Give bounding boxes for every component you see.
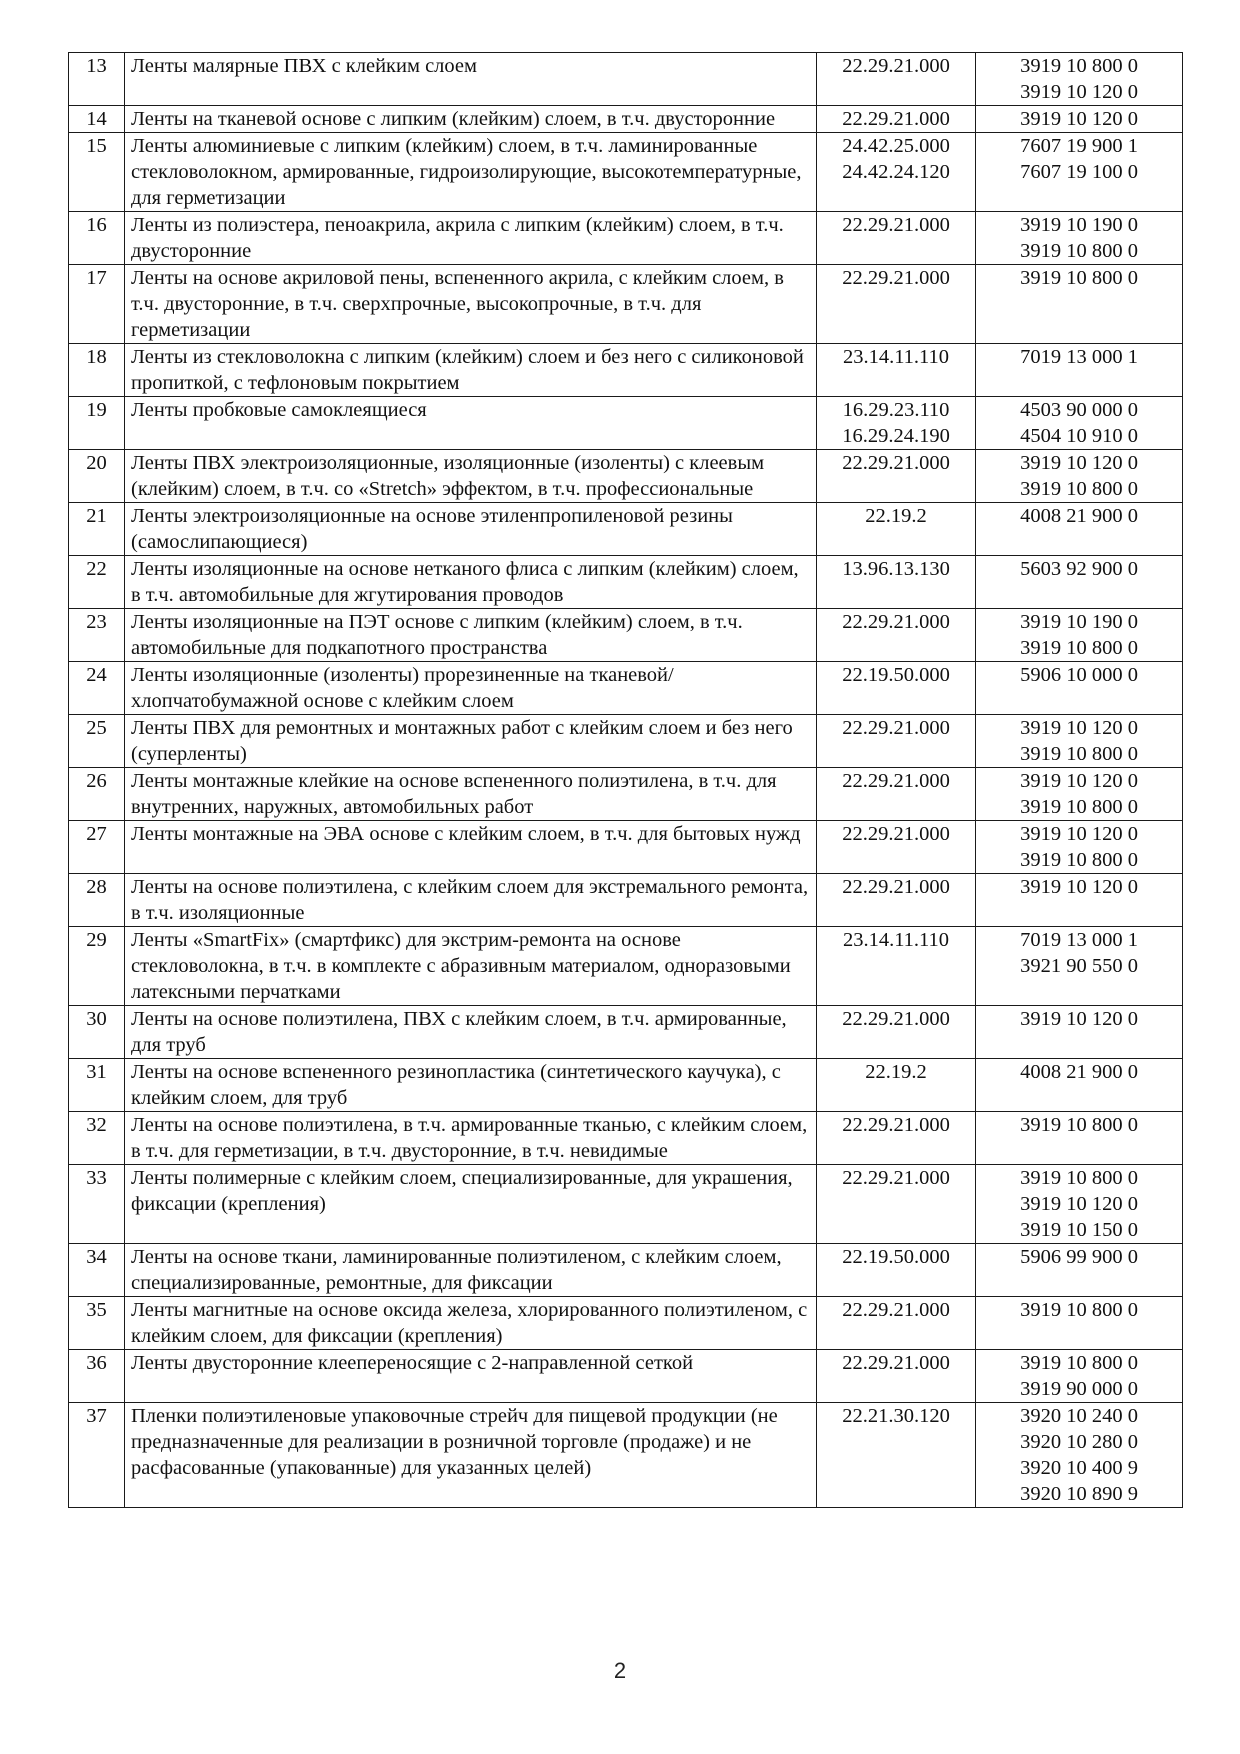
tnved-code: 3920 10 400 9: [1020, 1457, 1138, 1479]
okpd-code-cell: [817, 1006, 976, 1059]
product-name: Ленты ПВХ электроизоляционные, изоляционные (изоленты) с клеевым (клейким) слоем, в т.ч. со «Stretch» эффектом, в т.ч. профессиональные: [131, 452, 765, 500]
product-name-cell: [125, 715, 817, 768]
tnved-code-cell: [976, 1165, 1183, 1244]
product-name-cell: [125, 133, 817, 212]
product-name-cell: [125, 1165, 817, 1244]
tnved-code: 3919 10 120 0: [1020, 770, 1138, 792]
okpd-code-cell: [817, 609, 976, 662]
row-number: 22: [69, 556, 125, 609]
product-name: Пленки полиэтиленовые упаковочные стрейч для пищевой продукции (не предназначенные для реализации в розничной торговле (продаже) и не расфасованные (упакованные) для указанных целей): [131, 1405, 778, 1479]
table-row: [69, 1244, 1183, 1297]
tnved-code-cell: [976, 503, 1183, 556]
product-name: Ленты двусторонние клеепереносящие с 2-направленной сеткой: [131, 1352, 694, 1374]
tnved-code: 3919 10 120 0: [1020, 81, 1138, 103]
okpd-code-cell: [817, 662, 976, 715]
tnved-code: 3920 10 280 0: [1020, 1431, 1138, 1453]
okpd-code-cell: [817, 927, 976, 1006]
product-name: Ленты магнитные на основе оксида железа, хлорированного полиэтиленом, с клейким слоем, для фиксации (крепления): [131, 1299, 808, 1347]
table-row: [69, 397, 1183, 450]
tnved-code: 3920 10 890 9: [1020, 1483, 1138, 1505]
product-name: Ленты на основе полиэтилена, ПВХ с клейким слоем, в т.ч. армированные, для труб: [131, 1008, 787, 1056]
tnved-code-cell: [976, 1297, 1183, 1350]
tnved-code: 3919 10 120 0: [1020, 823, 1138, 845]
product-name-cell: [125, 1059, 817, 1112]
tnved-code-cell: [976, 1112, 1183, 1165]
okpd-code: 22.29.21.000: [842, 611, 950, 633]
okpd-code: 22.29.21.000: [842, 1167, 950, 1189]
product-name-cell: [125, 450, 817, 503]
table-row: [69, 927, 1183, 1006]
row-number: 24: [69, 662, 125, 715]
tnved-code: 3919 10 800 0: [1020, 1167, 1138, 1189]
tnved-code: 3919 10 800 0: [1020, 55, 1138, 77]
product-name: Ленты на тканевой основе с липким (клейким) слоем, в т.ч. двусторонние: [131, 108, 776, 130]
tnved-code-cell: [976, 1059, 1183, 1112]
okpd-code-cell: [817, 344, 976, 397]
tnved-code-cell: [976, 106, 1183, 133]
tnved-code: 5906 99 900 0: [1020, 1246, 1138, 1268]
product-name-cell: [125, 503, 817, 556]
tnved-code: 3919 10 190 0: [1020, 611, 1138, 633]
table-row: [69, 715, 1183, 768]
okpd-code-cell: [817, 53, 976, 106]
okpd-code-cell: [817, 397, 976, 450]
table-row: [69, 662, 1183, 715]
okpd-code-cell: [817, 1403, 976, 1508]
tnved-code: 3919 10 800 0: [1020, 240, 1138, 262]
row-number: 25: [69, 715, 125, 768]
tnved-code: 3919 10 800 0: [1020, 849, 1138, 871]
product-name: Ленты из полиэстера, пеноакрила, акрила с липким (клейким) слоем, в т.ч. двусторонние: [131, 214, 784, 262]
okpd-code: 22.29.21.000: [842, 770, 950, 792]
okpd-code-cell: [817, 1112, 976, 1165]
product-name: Ленты на основе полиэтилена, с клейким слоем для экстремального ремонта, в т.ч. изоляционные: [131, 876, 809, 924]
table-row: [69, 1350, 1183, 1403]
row-number: 34: [69, 1244, 125, 1297]
okpd-code: 13.96.13.130: [842, 558, 950, 580]
row-number: 18: [69, 344, 125, 397]
okpd-code: 22.29.21.000: [842, 876, 950, 898]
tnved-code: 7607 19 100 0: [1020, 161, 1138, 183]
okpd-code-cell: [817, 768, 976, 821]
okpd-code-cell: [817, 1244, 976, 1297]
product-name: Ленты монтажные клейкие на основе вспененного полиэтилена, в т.ч. для внутренних, наружных, автомобильных работ: [131, 770, 777, 818]
tnved-code: 3919 10 800 0: [1020, 478, 1138, 500]
product-name-cell: [125, 106, 817, 133]
okpd-code: 22.29.21.000: [842, 108, 950, 130]
tnved-code-cell: [976, 1244, 1183, 1297]
product-name: Ленты изоляционные на ПЭТ основе с липким (клейким) слоем, в т.ч. автомобильные для подкапотного пространства: [131, 611, 743, 659]
table-row: [69, 106, 1183, 133]
row-number: 27: [69, 821, 125, 874]
table-row: [69, 874, 1183, 927]
tnved-code: 4008 21 900 0: [1020, 1061, 1138, 1083]
row-number: 32: [69, 1112, 125, 1165]
okpd-code: 22.29.21.000: [842, 55, 950, 77]
tnved-code: 3919 10 800 0: [1020, 267, 1138, 289]
product-name: Ленты на основе ткани, ламинированные полиэтиленом, с клейким слоем, специализированные, ремонтные, для фиксации: [131, 1246, 782, 1294]
tnved-code: 3920 10 240 0: [1020, 1405, 1138, 1427]
tnved-code: 5603 92 900 0: [1020, 558, 1138, 580]
product-name: Ленты на основе полиэтилена, в т.ч. армированные тканью, с клейким слоем, в т.ч. для герметизации, в т.ч. двусторонние, в т.ч. невидимые: [131, 1114, 808, 1162]
tnved-code: 4503 90 000 0: [1020, 399, 1138, 421]
tnved-code: 3919 10 190 0: [1020, 214, 1138, 236]
product-name: Ленты из стекловолокна с липким (клейким) слоем и без него с силиконовой пропиткой, с тефлоновым покрытием: [131, 346, 804, 394]
product-name-cell: [125, 1112, 817, 1165]
table-row: [69, 265, 1183, 344]
product-name: Ленты полимерные с клейким слоем, специализированные, для украшения, фиксации (крепления): [131, 1167, 793, 1215]
row-number: 37: [69, 1403, 125, 1508]
tnved-code-cell: [976, 874, 1183, 927]
product-name: Ленты ПВХ для ремонтных и монтажных работ с клейким слоем и без него (суперленты): [131, 717, 793, 765]
tnved-code: 3921 90 550 0: [1020, 955, 1138, 977]
row-number: 30: [69, 1006, 125, 1059]
table-row: [69, 1006, 1183, 1059]
tnved-code-cell: [976, 133, 1183, 212]
tnved-code-cell: [976, 344, 1183, 397]
table-row: [69, 821, 1183, 874]
product-name-cell: [125, 265, 817, 344]
okpd-code-cell: [817, 1350, 976, 1403]
product-name: Ленты изоляционные на основе нетканого флиса с липким (клейким) слоем, в т.ч. автомобильные для жгутирования проводов: [131, 558, 799, 606]
okpd-code: 22.19.50.000: [842, 1246, 950, 1268]
product-name-cell: [125, 53, 817, 106]
product-name-cell: [125, 768, 817, 821]
table-row: [69, 450, 1183, 503]
row-number: 23: [69, 609, 125, 662]
product-name: Ленты алюминиевые с липким (клейким) слоем, в т.ч. ламинированные стекловолокном, армированные, гидроизолирующие, высокотемпературные, для герметизации: [131, 135, 802, 209]
table-row: [69, 556, 1183, 609]
tnved-code-cell: [976, 53, 1183, 106]
okpd-code: 16.29.23.110: [842, 399, 950, 421]
product-name: Ленты пробковые самоклеящиеся: [131, 399, 427, 421]
product-name-cell: [125, 1350, 817, 1403]
tnved-code: 7019 13 000 1: [1020, 929, 1138, 951]
okpd-code: 22.29.21.000: [842, 717, 950, 739]
table-body: [69, 53, 1183, 1508]
okpd-code-cell: [817, 265, 976, 344]
tnved-code: 4504 10 910 0: [1020, 425, 1138, 447]
table-row: [69, 1112, 1183, 1165]
product-name-cell: [125, 1006, 817, 1059]
okpd-code: 22.29.21.000: [842, 1008, 950, 1030]
okpd-code-cell: [817, 821, 976, 874]
table-row: [69, 1059, 1183, 1112]
okpd-code-cell: [817, 874, 976, 927]
okpd-code: 22.29.21.000: [842, 1352, 950, 1374]
okpd-code: 23.14.11.110: [842, 929, 950, 951]
okpd-code: 22.19.2: [865, 1061, 927, 1083]
tnved-code: 3919 10 150 0: [1020, 1219, 1138, 1241]
product-name-cell: [125, 344, 817, 397]
tnved-code: 3919 10 120 0: [1020, 1193, 1138, 1215]
tnved-code: 7607 19 900 1: [1020, 135, 1138, 157]
tnved-code: 3919 10 120 0: [1020, 876, 1138, 898]
okpd-code-cell: [817, 133, 976, 212]
tnved-code: 3919 10 120 0: [1020, 1008, 1138, 1030]
tnved-code: 3919 10 800 0: [1020, 743, 1138, 765]
tnved-code: 3919 10 800 0: [1020, 1114, 1138, 1136]
row-number: 35: [69, 1297, 125, 1350]
row-number: 15: [69, 133, 125, 212]
table-row: [69, 768, 1183, 821]
product-name-cell: [125, 609, 817, 662]
okpd-code: 16.29.24.190: [842, 425, 950, 447]
okpd-code-cell: [817, 212, 976, 265]
tnved-code: 5906 10 000 0: [1020, 664, 1138, 686]
okpd-code: 22.29.21.000: [842, 823, 950, 845]
table-row: [69, 212, 1183, 265]
tnved-code: 3919 10 800 0: [1020, 1299, 1138, 1321]
row-number: 29: [69, 927, 125, 1006]
okpd-code: 24.42.24.120: [842, 161, 950, 183]
tnved-code-cell: [976, 821, 1183, 874]
page-number: 2: [613, 1658, 627, 1683]
tnved-code: 3919 90 000 0: [1020, 1378, 1138, 1400]
tnved-code: 7019 13 000 1: [1020, 346, 1138, 368]
okpd-code-cell: [817, 106, 976, 133]
row-number: 31: [69, 1059, 125, 1112]
row-number: 13: [69, 53, 125, 106]
tnved-code-cell: [976, 1403, 1183, 1508]
okpd-code-cell: [817, 503, 976, 556]
tnved-code-cell: [976, 450, 1183, 503]
product-name: Ленты изоляционные (изоленты) прорезиненные на тканевой/ хлопчатобумажной основе с клейким слоем: [131, 664, 674, 712]
tnved-code-cell: [976, 1350, 1183, 1403]
table-row: [69, 133, 1183, 212]
okpd-code-cell: [817, 715, 976, 768]
tnved-code: 3919 10 120 0: [1020, 108, 1138, 130]
product-name-cell: [125, 874, 817, 927]
okpd-code-cell: [817, 1059, 976, 1112]
tnved-code-cell: [976, 265, 1183, 344]
okpd-code: 22.19.50.000: [842, 664, 950, 686]
product-name-cell: [125, 1297, 817, 1350]
row-number: 20: [69, 450, 125, 503]
row-number: 17: [69, 265, 125, 344]
okpd-code-cell: [817, 450, 976, 503]
tnved-code: 3919 10 800 0: [1020, 1352, 1138, 1374]
product-name-cell: [125, 927, 817, 1006]
product-name-cell: [125, 1244, 817, 1297]
product-name-cell: [125, 397, 817, 450]
table-row: [69, 1165, 1183, 1244]
product-name-cell: [125, 821, 817, 874]
okpd-code: 22.29.21.000: [842, 267, 950, 289]
row-number: 36: [69, 1350, 125, 1403]
tnved-code-cell: [976, 609, 1183, 662]
okpd-code-cell: [817, 556, 976, 609]
tnved-code-cell: [976, 715, 1183, 768]
row-number: 14: [69, 106, 125, 133]
tnved-code: 3919 10 120 0: [1020, 717, 1138, 739]
row-number: 19: [69, 397, 125, 450]
okpd-code: 22.29.21.000: [842, 452, 950, 474]
product-name: Ленты электроизоляционные на основе этиленпропиленовой резины (самослипающиеся): [131, 505, 733, 553]
table-row: [69, 344, 1183, 397]
tnved-code-cell: [976, 1006, 1183, 1059]
table-row: [69, 1297, 1183, 1350]
row-number: 16: [69, 212, 125, 265]
tnved-code-cell: [976, 556, 1183, 609]
table-row: [69, 609, 1183, 662]
table-row: [69, 503, 1183, 556]
table-row: [69, 53, 1183, 106]
products-table: [68, 52, 1183, 1508]
tnved-code: 3919 10 120 0: [1020, 452, 1138, 474]
product-name: Ленты на основе вспененного резинопластика (синтетического каучука), с клейким слоем, для труб: [131, 1061, 781, 1109]
product-name: Ленты «SmartFix» (смартфикс) для экстрим-ремонта на основе стекловолокна, в т.ч. в комплекте с абразивным материалом, одноразовыми латексными перчатками: [131, 929, 791, 1003]
okpd-code: 22.21.30.120: [842, 1405, 950, 1427]
okpd-code: 22.29.21.000: [842, 1114, 950, 1136]
tnved-code-cell: [976, 662, 1183, 715]
okpd-code-cell: [817, 1165, 976, 1244]
tnved-code-cell: [976, 768, 1183, 821]
okpd-code: 24.42.25.000: [842, 135, 950, 157]
product-name-cell: [125, 1403, 817, 1508]
row-number: 28: [69, 874, 125, 927]
table-row: [69, 1403, 1183, 1508]
product-name-cell: [125, 662, 817, 715]
tnved-code-cell: [976, 927, 1183, 1006]
okpd-code: 22.19.2: [865, 505, 927, 527]
tnved-code: 3919 10 800 0: [1020, 796, 1138, 818]
row-number: 26: [69, 768, 125, 821]
product-name: Ленты на основе акриловой пены, вспененного акрила, с клейким слоем, в т.ч. двусторонние, в т.ч. сверхпрочные, высокопрочные, в т.ч. для герметизации: [131, 267, 784, 341]
product-name: Ленты малярные ПВХ с клейким слоем: [131, 55, 477, 77]
product-name: Ленты монтажные на ЭВА основе с клейким слоем, в т.ч. для бытовых нужд: [131, 823, 801, 845]
okpd-code-cell: [817, 1297, 976, 1350]
okpd-code: 22.29.21.000: [842, 1299, 950, 1321]
row-number: 33: [69, 1165, 125, 1244]
tnved-code-cell: [976, 397, 1183, 450]
row-number: 21: [69, 503, 125, 556]
tnved-code: 4008 21 900 0: [1020, 505, 1138, 527]
okpd-code: 22.29.21.000: [842, 214, 950, 236]
product-name-cell: [125, 212, 817, 265]
tnved-code-cell: [976, 212, 1183, 265]
okpd-code: 23.14.11.110: [842, 346, 950, 368]
product-name-cell: [125, 556, 817, 609]
tnved-code: 3919 10 800 0: [1020, 637, 1138, 659]
